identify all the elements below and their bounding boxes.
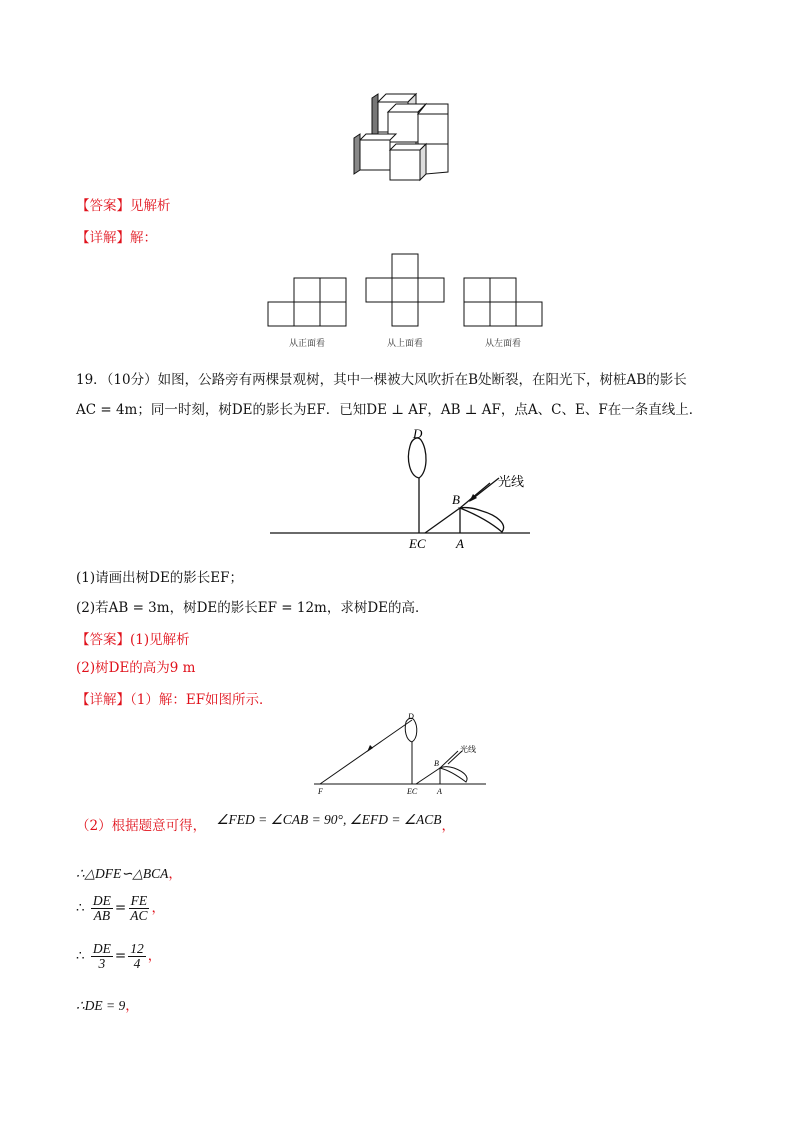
q19-statement-line2: AC = 4m；同一时刻，树DE的影长为EF．已知DE ⊥ AF，AB ⊥ AF，点A、C、E、F在一条直线上． — [76, 402, 703, 418]
fraction-FE-AC: $\frac{FE}{AC}$ — [130, 893, 148, 924]
answer1-text: (1)见解析 — [130, 632, 190, 648]
q19-part2: (2)若AB = 3m，树DE的影长EF = 12m，求树DE的高． — [76, 600, 429, 616]
label-A: A — [456, 536, 464, 551]
answer-tag: 【答案】 — [76, 632, 130, 648]
q19-answer-line1 — [76, 628, 190, 648]
q19-figure-1 — [270, 420, 540, 552]
answer-tag: 【答案】 — [76, 198, 130, 214]
q18-detail-line — [76, 226, 157, 246]
step0-prefix: （2）根据题意可得， — [76, 818, 207, 834]
q19-step4 — [76, 994, 139, 1014]
therefore-symbol: ∴ — [76, 900, 85, 917]
step0-suffix: ， — [441, 818, 456, 834]
detail-tag: 【详解】 — [76, 230, 130, 246]
label-light: 光线 — [460, 745, 476, 754]
label-A: A — [437, 787, 442, 796]
label-light: 光线 — [498, 474, 525, 489]
fraction-12-4: $\frac{12}{4}$ — [130, 941, 144, 972]
step0-math: ∠FED = ∠CAB = 90°, ∠EFD = ∠ACB — [216, 812, 442, 827]
three-views-figure — [260, 252, 550, 352]
label-D: D — [408, 712, 414, 721]
view-label-left: 从左面看 — [484, 338, 522, 348]
fraction-DE-3: $\frac{DE}{3}$ — [92, 941, 111, 972]
q18-answer-line — [76, 194, 171, 214]
fraction-DE-AB: $\frac{DE}{AB}$ — [92, 893, 111, 924]
q19-figure-2 — [312, 706, 492, 798]
q19-statement-line1: 19．（10分）如图，公路旁有两棵景观树，其中一棵被大风吹折在B处断裂，在阳光下，树桩AB的影长 — [76, 372, 687, 388]
detail-text: （1）解：EF如图所示． — [130, 692, 273, 708]
label-EC: EC — [409, 536, 426, 551]
detail-text: 解： — [130, 230, 157, 246]
q19-step1 — [76, 862, 182, 882]
step4-suffix: ， — [125, 998, 139, 1014]
q19-step3: ∴ $\frac{DE}{3}$ = $\frac{12}{4}$ ， — [76, 941, 162, 972]
label-B: B — [452, 492, 460, 507]
q19-answer-line2: (2)树DE的高为9 m — [76, 660, 196, 676]
cube-solid-figure — [350, 92, 460, 186]
detail-tag: 【详解】 — [76, 692, 130, 708]
view-label-front: 从正面看 — [288, 338, 326, 348]
label-D: D — [413, 426, 423, 441]
step4-math: ∴DE = 9 — [76, 998, 126, 1013]
label-F: F — [318, 787, 323, 796]
therefore-symbol: ∴ — [76, 948, 85, 965]
q19-step2: ∴ $\frac{DE}{AB}$ = $\frac{FE}{AC}$ ， — [76, 893, 165, 924]
step1-math: ∴△DFE∽△BCA — [76, 866, 169, 881]
answer-text: 见解析 — [130, 198, 171, 214]
q19-part1: (1)请画出树DE的影长EF； — [76, 570, 244, 586]
label-EC: EC — [407, 787, 418, 796]
view-label-top: 从上面看 — [386, 338, 424, 348]
step1-suffix: ， — [168, 866, 182, 882]
label-B: B — [434, 759, 439, 768]
q19-step0 — [76, 814, 455, 834]
q19-detail-line — [76, 688, 273, 708]
